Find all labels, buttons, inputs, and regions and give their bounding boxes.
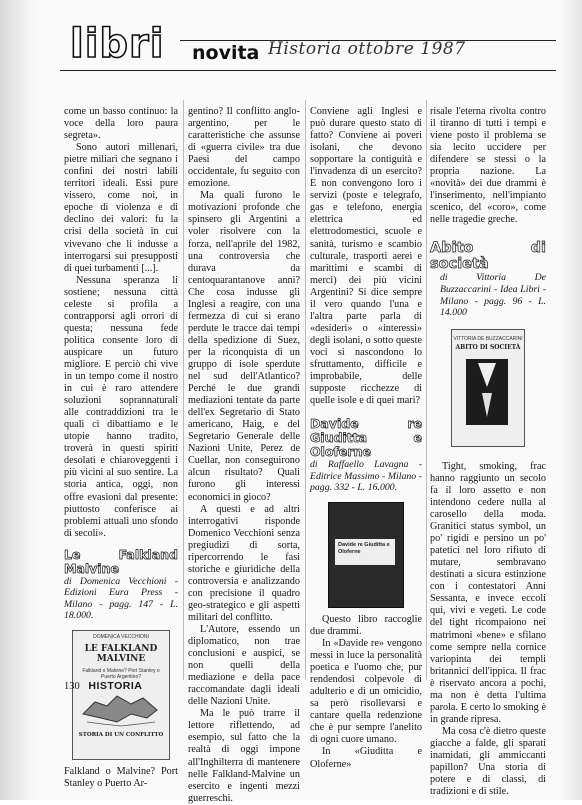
cover-label-panel	[335, 539, 395, 565]
paragraph: In «Davide re» vengono messi in luce la personalità poetica e l'uomo che, pur rendendosi colpevole di adulterio e di un omicidio, sa però risollevarsi e cantare quella redenzione che è pur sempre l'anelito di ogni cuore umano.	[310, 638, 422, 746]
column-4	[430, 106, 546, 798]
paragraph: L'Autore, essendo un diplomatico, non trae conclusioni e auspici, se non quelli della mediazione e della pace raccomandate dagli ideali delle Nazioni Unite.	[188, 624, 300, 708]
paragraph: Ma quali furono le motivazioni profonde che spinsero gli Argentini a voler risolvere con la forza, nell'aprile del 1982, una controversia che durava da centoquarantanove anni? Che cosa indusse gli Inglesi a reagire, con una fermezza di cui si erano perdute le tracce dai tempi della spedizione di Suez, per la riconquista di un gruppo di isole sperdute nel sud dell'Atlantico? Perché le due grandi mediazioni tentate da parte dell'ex Segretario di Stato americano, Haig, e del Segretario Generale delle Nazioni Unite, Perez de Cuellar, non conseguirono alcun risultato? Quali furono gli interessi economici in gioco?	[188, 190, 300, 503]
cover-author: VITTORIA DE BUZZACCARINI	[453, 335, 523, 342]
review-title: Le Falkland Malvine	[64, 546, 178, 576]
page-number: 130	[64, 681, 80, 692]
paragraph: Sono autori millenari, pietre miliari che segnano i confini dei nostri labili territori ideali. Essi pure vissero, come noi, in epoche di violenza e di declino dei valori: fu la crisi della società in cui vivevano che li indusse a interrogarsi sui presupposti di quei turbamenti [...].	[64, 142, 178, 274]
handwritten-note: Historia ottobre 1987	[268, 39, 466, 59]
cover-publisher: DOMENICA VECCHIONI	[93, 634, 149, 641]
cover-title: LE FALKLAND MALVINE	[84, 644, 158, 665]
subsection-title: novita	[192, 42, 260, 64]
book-cover-abito	[451, 329, 525, 447]
magazine-name: HISTORIA	[88, 680, 143, 692]
column-divider	[426, 100, 427, 680]
book-cover-falkland	[72, 630, 170, 760]
cover-subtitle: Falkland o Malvine? Port Stanley o Puerto Argentino?	[82, 668, 160, 681]
paragraph: Nessuna speranza li sostiene; nessuna città celeste si profila a contrapporsi agli orrori di questa; nessuna fede politica consente loro di auspicare un futuro migliore. E perciò chi vive in un tempo come il nostro in cui è raro attendere soluzioni soprannaturali alle contraddizioni tra le quali ci dibattiamo e le utopie hanno tradito, troverà in questi spiriti desolati e chiaroveggenti i più vicini al suo sentire. La storia antica, oggi, non offre evasioni dal presente: piuttosto conferisce ai problemi attuali uno sfondo di secoli».	[64, 274, 178, 539]
paragraph: risale l'eterna rivolta contro il tiranno di tutti i tempi e viene posto il problema se sia lecito uccidere per difendere se stessi o la propria nazione. La «novità» dei due drammi è l'inserimento, nell'impianto scenico, del «coro», come nelle tragedie greche.	[430, 106, 546, 226]
masthead	[60, 20, 560, 76]
column-divider	[183, 100, 184, 680]
scan-shadow-left	[0, 0, 40, 800]
paragraph: Conviene agli Inglesi e può durare questo stato di fatto? Conviene ai poveri isolani, che devono sopportare la contiguità e l'invadenza di un esercito? E non convengono loro i servizi (poste e telegrafo, gas e telefono, energia elettrica ed elettrodomestici, scuole e sanità, turismo e scambio culturale, trasporti aerei e marittimi e scambi di merci) dei più vicini Argentini? Si dice sempre il vero quando l'una e l'altra parte parla di «desideri» o «interessi» degli isolani, o sotto queste voci si nascondono lo sfruttamento, difficile e improbabile, delle supposte ricchezze di quelle isole e di quei mari?	[310, 106, 422, 407]
column-divider	[305, 100, 306, 680]
paragraph: Ma cosa c'è dietro queste giacche a falde, gli sparati inamidati, gli ammiccanti papillon? Una storia di potere e di classi, di tradizioni e di stile.	[430, 725, 546, 798]
paragraph: Questo libro raccoglie due drammi.	[310, 613, 422, 637]
scan-shadow-right	[560, 0, 582, 800]
page-footer	[64, 680, 142, 693]
book-bibliography: di Raffaello Lavagna - Editrice Massimo - Milano - pagg. 332 - L. 16.000.	[310, 459, 422, 494]
column-2	[188, 106, 300, 805]
paragraph: Tight, smoking, frac hanno raggiunto un secolo fa il loro assetto e non intendono cedere nulla al carosello della moda. Granitici status symbol, un po' rigidi e persino un po' patetici nel loro rifiuto di mutare, sembravano destinati a sicura estinzione con i contestatori Anni Sessanta, e invece eccoli qui, vivi e vegeti. Le code del tight ricompaiono nei matrimoni «bene» e sfilano come sempre nella cornice variopinta dei templi britannici dell'ippica. Il frac è riservato ancora a pochi, ma non è detta l'ultima parola. E certo lo smoking è in grande ripresa.	[430, 460, 546, 725]
book-cover-davide	[328, 502, 404, 608]
paragraph: gentino? Il conflitto anglo-argentino, per le caratteristiche che assunse di «guerra civile» tra due Paesi del campo occidentale, fu seguito con emozione.	[188, 106, 300, 190]
paragraph: In «Giuditta e Oloferne»	[310, 746, 422, 770]
paragraph: Ma le può trarre il lettore riflettendo, ad esempio, sul fatto che la realtà di oggi impone all'Inghilterra di mantenere nelle Falkland-Malvine un esercito e ingenti mezzi guerreschi.	[188, 708, 300, 804]
cover-tailcoat-illustration	[452, 357, 522, 427]
paragraph: Falkland o Malvine? Port Stanley o Puerto Ar-	[64, 766, 178, 790]
column-3	[310, 106, 422, 771]
book-bibliography: di Domenica Vecchioni - Edizioni Eura Press - Milano - pagg. 147 - L. 18.000.	[64, 575, 178, 622]
section-title: libri	[70, 21, 165, 67]
review-title: Abito di società	[430, 240, 546, 273]
paragraph: A questi e ad altri interrogativi risponde Domenico Vecchioni senza pregiudizi di sorta, ripercorrendo le fasi storiche e giuridiche della controversia e analizzando con precisione il quadro geo-strategico e gli aspetti militari del conflitto.	[188, 503, 300, 623]
cover-title: ABITO DI SOCIETÀ	[455, 343, 521, 351]
book-bibliography: di Vittoria De Buzzaccarini - Idea Libri - Milano - pagg. 96 - L. 14.000	[440, 272, 546, 319]
masthead-rule-bottom	[60, 70, 556, 71]
cover-bottom-text: STORIA DI UN CONFLITTO	[78, 732, 164, 739]
paragraph: come un basso continuo: la voce della loro paura segreta».	[64, 106, 178, 142]
cover-title: Davide re Giuditta e Oloferne	[338, 541, 390, 555]
review-title: Davide re Giuditta e Oloferne	[310, 416, 422, 460]
